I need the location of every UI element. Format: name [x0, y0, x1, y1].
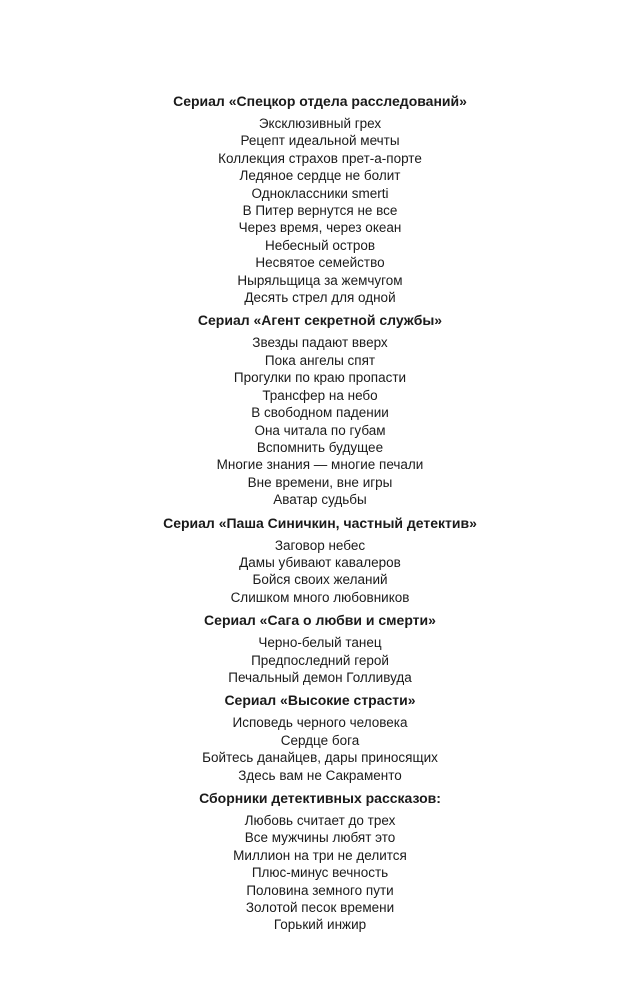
book-title: Заговор небес: [274, 537, 366, 553]
book-title: Слишком много любовников: [230, 589, 410, 605]
book-title: Несвятое семейство: [255, 255, 385, 271]
series-heading: Сериал «Сага о любви и смерти»: [204, 612, 436, 629]
book-title: Бойтесь данайцев, дары приносящих: [202, 750, 438, 766]
book-title-list: [0, 634, 640, 686]
series-heading: Сериал «Спецкор отдела расследований»: [173, 93, 467, 109]
book-title: Дамы убивают кавалеров: [239, 554, 401, 570]
book-title: Ледяное сердце не болит: [239, 168, 401, 184]
book-title: Плюс-минус вечность: [251, 865, 389, 881]
book-title: Предпоследний герой: [251, 652, 389, 668]
series-section: [0, 691, 640, 784]
book-title-list: [0, 334, 640, 508]
series-section: [0, 514, 640, 607]
book-title: Одноклассники smerti: [251, 185, 389, 201]
book-title: Горький инжир: [273, 917, 367, 933]
book-title: Бойся своих желаний: [252, 572, 388, 588]
book-title-list: [0, 714, 640, 784]
book-title: Черно-белый танец: [258, 635, 382, 651]
book-title: Звезды падают вверх: [252, 335, 388, 351]
book-title: Через время, через океан: [238, 220, 402, 236]
series-section: [0, 92, 640, 306]
series-section: [0, 311, 640, 508]
series-section: [0, 789, 640, 934]
book-title: Миллион на три не делится: [233, 847, 407, 863]
book-list-page: [0, 92, 640, 939]
book-title: Она читала по губам: [254, 422, 386, 438]
series-heading: Сериал «Агент секретной службы»: [197, 312, 443, 329]
book-title: Половина земного пути: [246, 882, 394, 898]
book-title: В свободном падении: [251, 405, 389, 421]
book-title-list: [0, 812, 640, 934]
book-title: Небесный остров: [264, 237, 376, 253]
book-title: Ныряльщица за жемчугом: [237, 272, 403, 288]
book-title: Сердце бога: [280, 732, 360, 748]
book-title: Вне времени, вне игры: [247, 474, 393, 490]
book-title: Исповедь черного человека: [232, 715, 408, 731]
book-title: Аватар судьбы: [273, 492, 367, 508]
book-title: Рецепт идеальной мечты: [240, 133, 400, 149]
series-heading: Сериал «Высокие страсти»: [224, 692, 416, 709]
book-title: Все мужчины любят это: [244, 830, 396, 846]
series-heading: Сериал «Паша Синичкин, частный детектив»: [163, 514, 477, 531]
book-title: Многие знания — многие печали: [216, 457, 424, 473]
book-title: В Питер вернутся не все: [242, 203, 398, 219]
book-title: Прогулки по краю пропасти: [233, 370, 407, 386]
book-title: Коллекция страхов прет-а-порте: [218, 150, 422, 166]
series-section: [0, 611, 640, 686]
book-title: Здесь вам не Сакраменто: [238, 767, 402, 783]
book-title: Печальный демон Голливуда: [228, 669, 412, 685]
book-title: Золотой песок времени: [245, 900, 395, 916]
book-title-list: [0, 537, 640, 607]
book-title: Трансфер на небо: [262, 387, 378, 403]
book-title: Любовь считает до трех: [244, 813, 396, 828]
book-title: Пока ангелы спят: [264, 352, 376, 368]
book-title: Вспомнить будущее: [256, 439, 384, 455]
book-title: Эксклюзивный грех: [258, 116, 382, 131]
book-title-list: [0, 115, 640, 306]
series-heading: Сборники детективных рассказов:: [199, 790, 441, 806]
book-title: Десять стрел для одной: [244, 290, 396, 306]
